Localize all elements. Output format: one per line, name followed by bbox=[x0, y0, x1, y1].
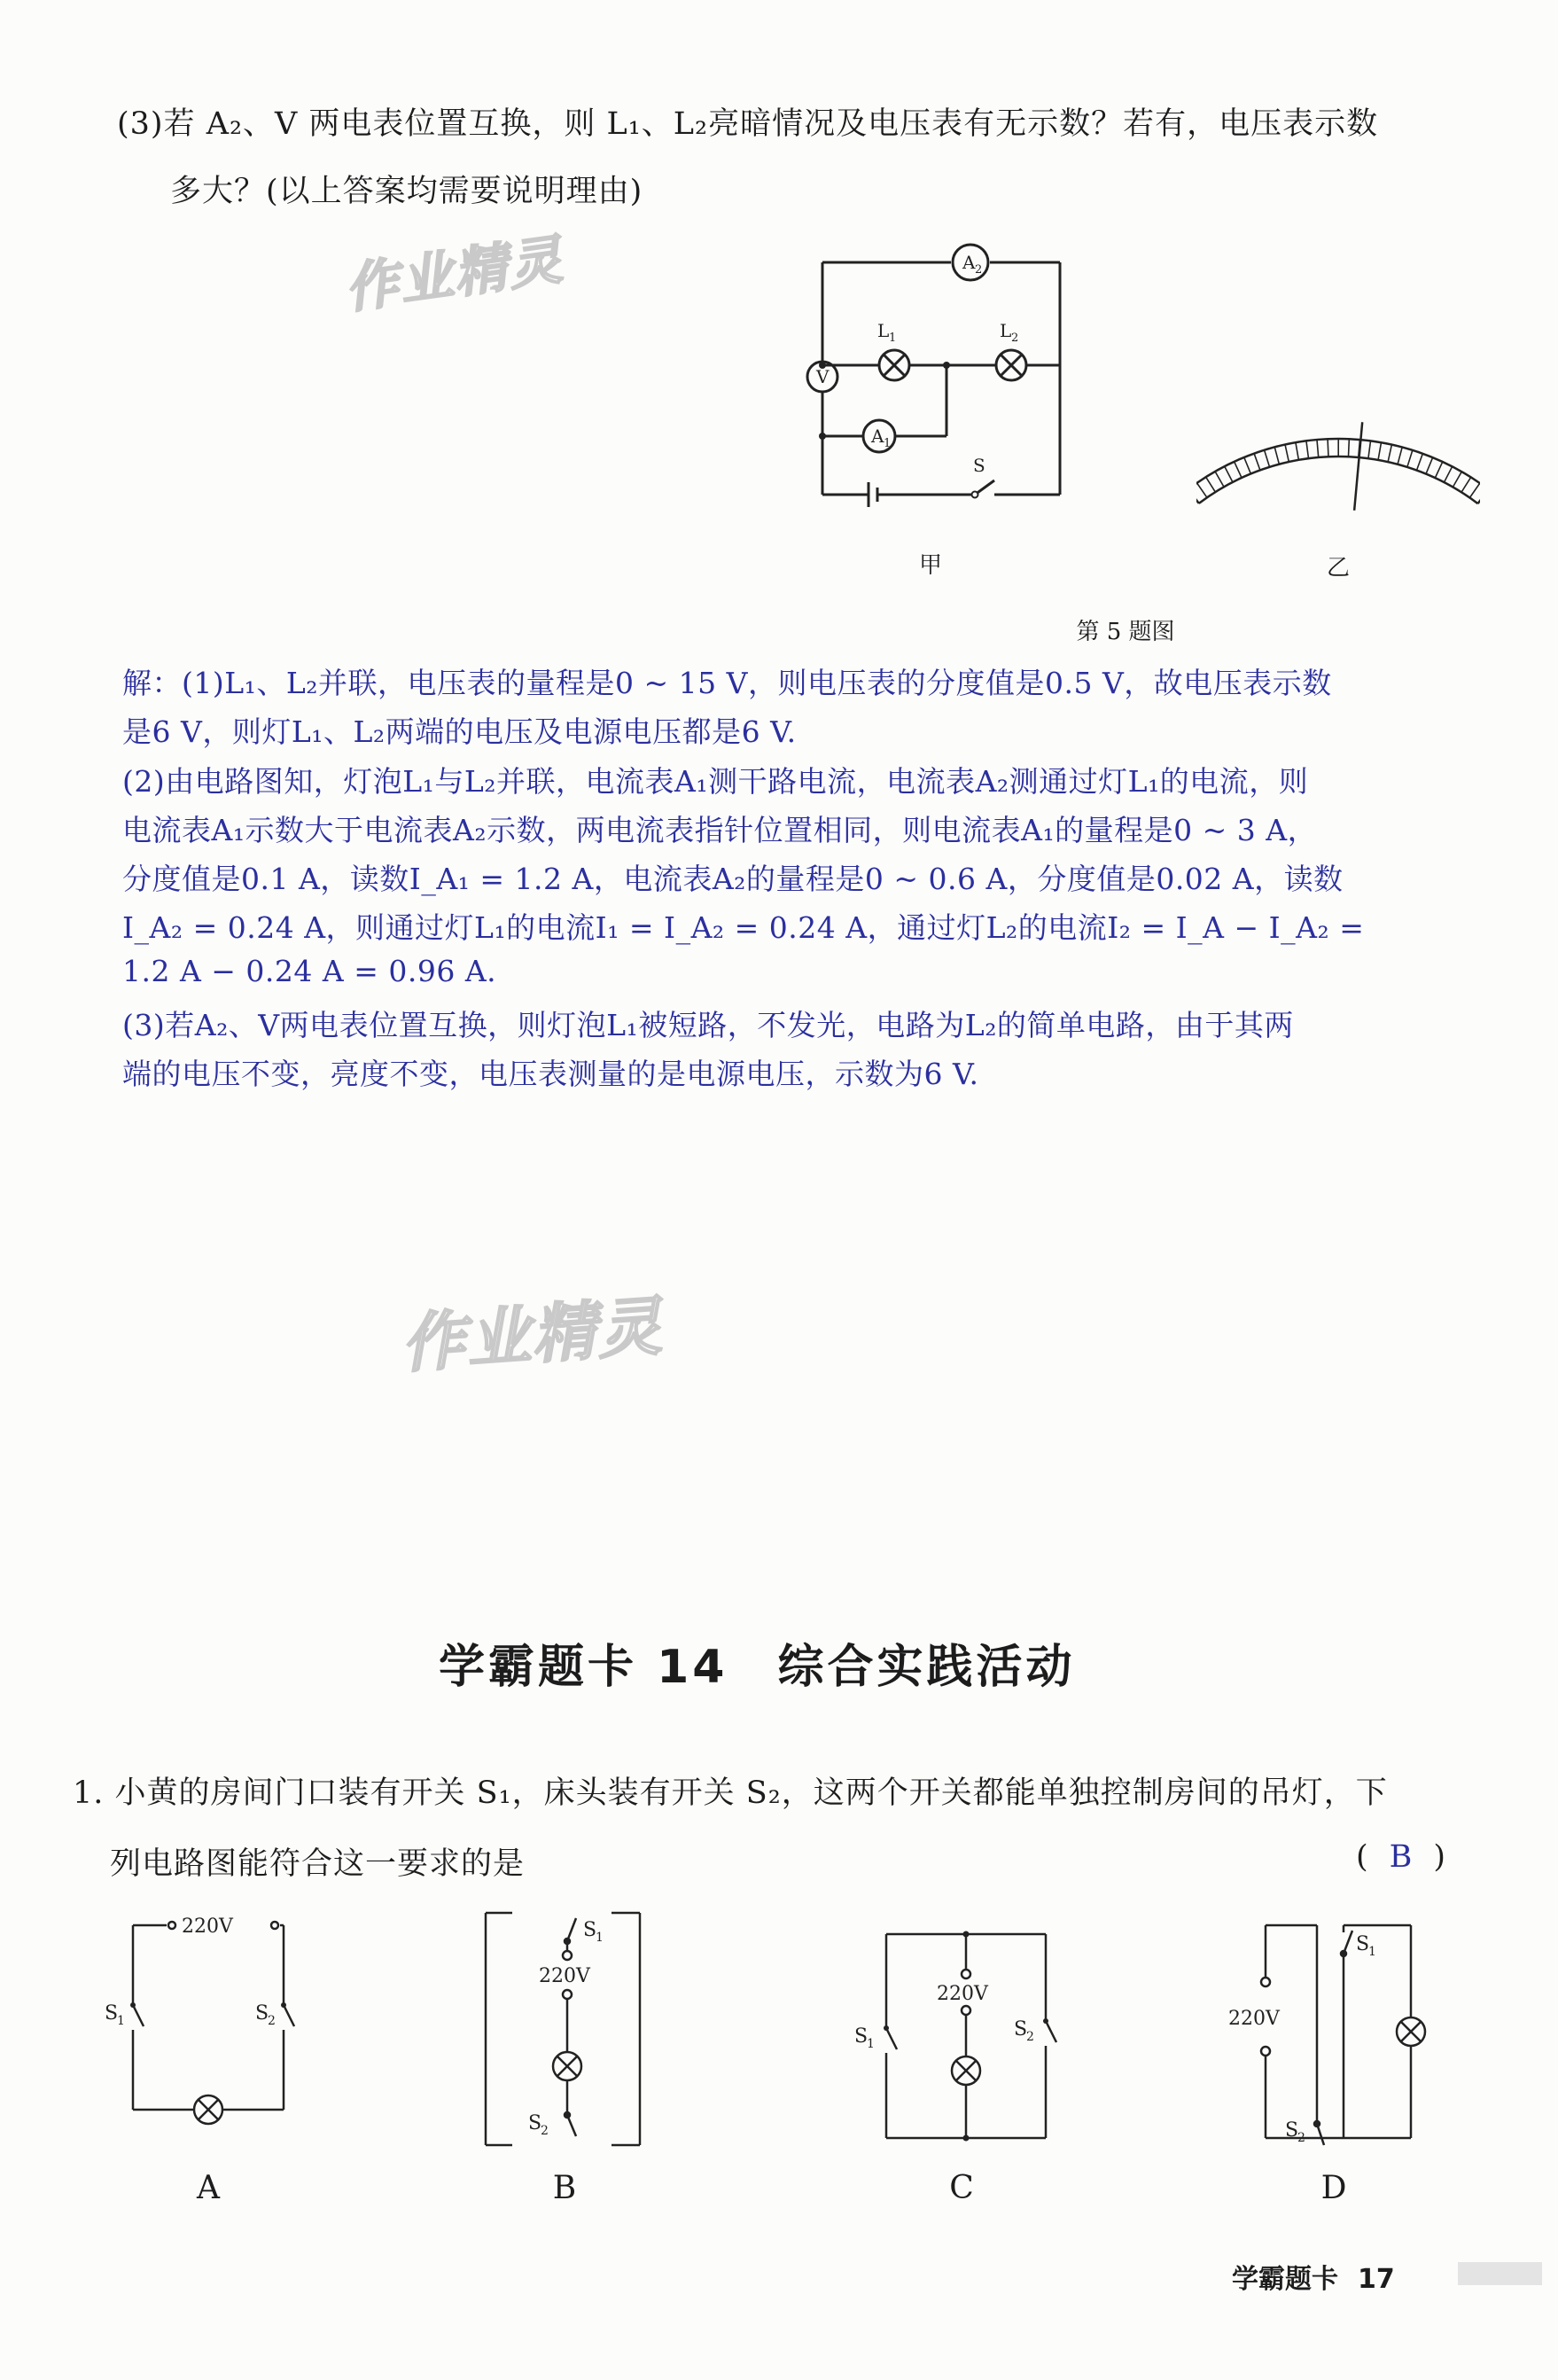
meter-tick bbox=[1317, 440, 1319, 457]
svg-text:220V: 220V bbox=[937, 1983, 988, 2005]
meter-tick bbox=[1197, 483, 1207, 497]
question1-answer-bracket: ( B ) bbox=[1356, 1839, 1446, 1875]
svg-text:1: 1 bbox=[867, 2037, 875, 2051]
meter-tick bbox=[1388, 445, 1391, 463]
svg-text:2: 2 bbox=[1297, 2131, 1305, 2145]
meter-tick bbox=[1285, 444, 1289, 462]
meter-tick bbox=[1306, 441, 1309, 458]
figure5-right-caption: 乙 bbox=[1326, 555, 1350, 581]
meter-edge bbox=[1196, 489, 1199, 503]
svg-text:1: 1 bbox=[889, 332, 897, 345]
meter-tick bbox=[1254, 454, 1260, 471]
meter-tick bbox=[1265, 450, 1270, 467]
option-c-label: C bbox=[949, 2170, 974, 2206]
option-d-circuit bbox=[1223, 1915, 1453, 2154]
svg-text:2: 2 bbox=[1026, 2030, 1034, 2044]
meter-arc bbox=[1199, 456, 1478, 503]
meter-needle bbox=[1354, 422, 1362, 511]
meter-tick bbox=[1469, 483, 1479, 497]
meter-tick bbox=[1435, 462, 1442, 478]
svg-text:S: S bbox=[583, 1919, 597, 1941]
figure5-left-caption: 甲 bbox=[918, 552, 942, 579]
page-footer bbox=[1232, 2257, 1395, 2296]
option-b-circuit bbox=[470, 1906, 665, 2154]
meter-tick bbox=[1296, 442, 1298, 460]
solution-line: 端的电压不变，亮度不变，电压表测量的是电源电压，示数为6 V. bbox=[122, 1057, 979, 1091]
question1-line1: 1. 小黄的房间门口装有开关 S₁，床头装有开关 S₂，这两个开关都能单独控制房间的吊灯，下 bbox=[73, 1775, 1388, 1811]
svg-text:S: S bbox=[1356, 1933, 1370, 1955]
svg-text:V: V bbox=[816, 366, 830, 387]
question-part3-line1: (3)若 A₂、V 两电表位置互换，则 L₁、L₂亮暗情况及电压表有无示数？若有，电压表示数 bbox=[117, 106, 1379, 142]
meter-tick bbox=[1348, 439, 1349, 456]
meter-tick bbox=[1398, 447, 1402, 464]
svg-text:S: S bbox=[854, 2025, 869, 2048]
meter-tick bbox=[1444, 466, 1452, 482]
meter-tick bbox=[1417, 454, 1423, 471]
svg-text:L: L bbox=[1000, 320, 1012, 341]
option-a-label: A bbox=[197, 2170, 220, 2206]
svg-text:S: S bbox=[1014, 2018, 1028, 2041]
solution-line: (3)若A₂、V两电表位置互换，则灯泡L₁被短路，不发光，电路为L₂的简单电路，由于其两 bbox=[122, 1008, 1294, 1042]
option-c-circuit bbox=[851, 1924, 1081, 2154]
meter-tick bbox=[1225, 466, 1233, 482]
solution-line: 电流表A₁示数大于电流表A₂示数，两电流表指针位置相同，则电流表A₁的量程是0 ~ 3 A， bbox=[122, 813, 1318, 847]
footer-label: 学霸题卡 bbox=[1232, 2264, 1338, 2295]
meter-tick bbox=[1368, 441, 1371, 458]
solution-line: 分度值是0.1 A，读数I_A₁ = 1.2 A，电流表A₂的量程是0 ~ 0.6 A，分度值是0.02 A，读数 bbox=[122, 862, 1344, 896]
svg-text:A: A bbox=[871, 425, 884, 447]
svg-text:1: 1 bbox=[1368, 1945, 1376, 1959]
meter-tick bbox=[1206, 477, 1216, 492]
meter-tick bbox=[1244, 457, 1251, 474]
option-b-label: B bbox=[552, 2170, 577, 2206]
figure5-circuit-diagram bbox=[789, 232, 1090, 516]
meter-tick bbox=[1215, 472, 1224, 487]
solution-line: I_A₂ = 0.24 A，则通过灯L₁的电流I₁ = I_A₂ = 0.24 A，通过灯L₂的电流I₂ = I_A − I_A₂ = bbox=[122, 910, 1365, 945]
meter-edge bbox=[1478, 489, 1480, 503]
svg-text:S: S bbox=[1285, 2119, 1299, 2142]
footer-tab bbox=[1458, 2262, 1542, 2285]
svg-text:220V: 220V bbox=[182, 1916, 233, 1938]
meter-tick bbox=[1235, 462, 1242, 478]
svg-text:A: A bbox=[962, 252, 976, 273]
solution-line: 是6 V，则灯L₁、L₂两端的电压及电源电压都是6 V. bbox=[122, 714, 797, 749]
solution-line: (2)由电路图知，灯泡L₁与L₂并联，电流表A₁测干路电流，电流表A₂测通过灯L₁的电流，则 bbox=[122, 764, 1309, 799]
meter-tick bbox=[1453, 472, 1461, 487]
figure5-title: 第 5 题图 bbox=[1076, 619, 1175, 645]
meter-tick bbox=[1274, 447, 1279, 464]
solution-line: 1.2 A − 0.24 A = 0.96 A. bbox=[122, 954, 497, 988]
svg-text:S: S bbox=[528, 2112, 542, 2134]
watermark: 作业精灵 bbox=[341, 229, 568, 321]
figure5-meter-scale bbox=[1196, 412, 1480, 527]
meter-tick bbox=[1407, 450, 1413, 467]
solution-line: 解：(1)L₁、L₂并联，电压表的量程是0 ~ 15 V，则电压表的分度值是0.5 V，故电压表示数 bbox=[122, 666, 1332, 700]
svg-text:S: S bbox=[255, 2002, 269, 2025]
meter-tick bbox=[1378, 442, 1381, 460]
watermark: 作业精灵 bbox=[398, 1288, 666, 1382]
svg-text:1: 1 bbox=[596, 1931, 604, 1945]
svg-text:220V: 220V bbox=[1228, 2008, 1280, 2030]
option-d-label: D bbox=[1320, 2170, 1347, 2206]
svg-text:2: 2 bbox=[1011, 332, 1019, 345]
meter-tick bbox=[1426, 457, 1433, 473]
svg-text:1: 1 bbox=[884, 437, 892, 450]
svg-text:2: 2 bbox=[975, 263, 983, 277]
svg-text:S: S bbox=[973, 455, 985, 476]
svg-text:2: 2 bbox=[541, 2124, 549, 2138]
svg-text:2: 2 bbox=[268, 2014, 276, 2028]
svg-text:S: S bbox=[105, 2002, 119, 2025]
question1-answer: B bbox=[1389, 1839, 1413, 1875]
page-number: 17 bbox=[1358, 2264, 1395, 2295]
svg-text:1: 1 bbox=[117, 2014, 125, 2028]
svg-text:L: L bbox=[877, 320, 890, 341]
question-part3-line2: 多大？(以上答案均需要说明理由) bbox=[170, 174, 643, 209]
question1-line2: 列电路图能符合这一要求的是 bbox=[110, 1846, 526, 1882]
section-heading: 学霸题卡 14 综合实践活动 bbox=[439, 1641, 1076, 1694]
meter-tick bbox=[1461, 477, 1471, 492]
option-a-circuit bbox=[97, 1906, 310, 2136]
svg-text:220V: 220V bbox=[539, 1965, 590, 1987]
